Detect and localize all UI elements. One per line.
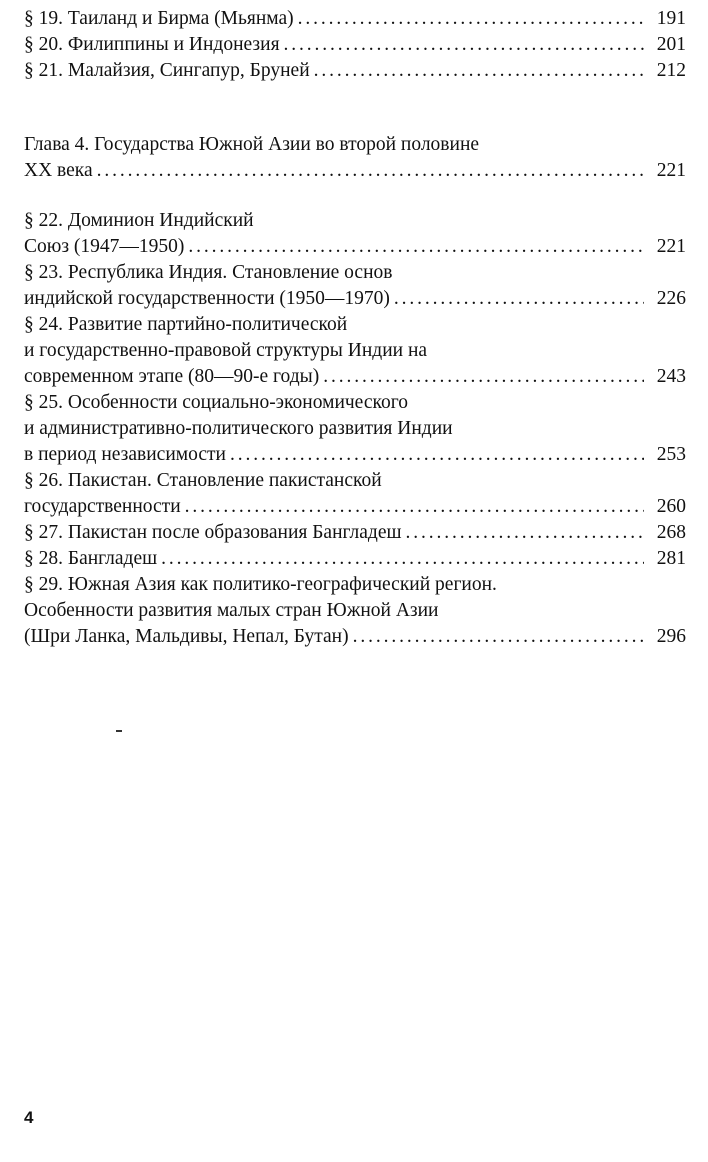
- toc-page-number: 221: [656, 160, 686, 181]
- toc-page-number: 226: [656, 288, 686, 309]
- stray-dash-mark: [116, 730, 122, 732]
- toc-entry[interactable]: [24, 132, 686, 184]
- toc-entry-title-line: и административно-политического развития Индии: [24, 418, 453, 439]
- toc-page-number: 281: [656, 548, 686, 569]
- toc-entry-title-line: в период независимости: [24, 444, 226, 465]
- toc-entry[interactable]: [24, 546, 686, 572]
- dot-leader: [314, 58, 644, 84]
- toc-entry[interactable]: [24, 390, 686, 468]
- toc-entry-title-line: и государственно-правовой структуры Индии на: [24, 340, 428, 361]
- toc-entry-title-line: § 21. Малайзия, Сингапур, Бруней: [24, 60, 310, 81]
- dot-leader: [97, 158, 644, 184]
- toc-entry-title-line: § 23. Республика Индия. Становление основ: [24, 262, 393, 283]
- toc-entry-title-line: § 19. Таиланд и Бирма (Мьянма): [24, 8, 294, 29]
- toc-page-number: 191: [656, 8, 686, 29]
- toc-page-number: 212: [656, 60, 686, 81]
- toc-entry[interactable]: [24, 208, 686, 260]
- toc-page-number: 201: [656, 34, 686, 55]
- toc-entry-title-line: государственности: [24, 496, 181, 517]
- toc-entry-title-line: § 20. Филиппины и Индонезия: [24, 34, 280, 55]
- toc-entry[interactable]: [24, 520, 686, 546]
- toc-entry-title-line: (Шри Ланка, Мальдивы, Непал, Бутан): [24, 626, 349, 647]
- toc-entry-title-line: Особенности развития малых стран Южной Азии: [24, 600, 439, 621]
- toc-entry[interactable]: [24, 468, 686, 520]
- toc-page-number: 253: [656, 444, 686, 465]
- dot-leader: [353, 624, 644, 650]
- toc-section-continued: [24, 6, 686, 84]
- dot-leader: [188, 234, 644, 260]
- toc-entry-title-line: § 29. Южная Азия как политико-географический регион.: [24, 574, 497, 595]
- toc-chapter-4: [24, 132, 686, 184]
- dot-leader: [298, 6, 644, 32]
- dot-leader: [185, 494, 644, 520]
- toc-entry-title-line: индийской государственности (1950—1970): [24, 288, 390, 309]
- dot-leader: [284, 32, 644, 58]
- dot-leader: [230, 442, 644, 468]
- toc-page-number: 221: [656, 236, 686, 257]
- toc-entry[interactable]: [24, 32, 686, 58]
- toc-page-number: 243: [656, 366, 686, 387]
- toc-entry-title-line: § 27. Пакистан после образования Бангладеш: [24, 522, 402, 543]
- toc-page-number: 260: [656, 496, 686, 517]
- dot-leader: [394, 286, 644, 312]
- toc-entry[interactable]: [24, 58, 686, 84]
- toc-entry-title-line: § 28. Бангладеш: [24, 548, 158, 569]
- toc-entry-title-line: § 25. Особенности социально-экономического: [24, 392, 408, 413]
- toc-page-number: 268: [656, 522, 686, 543]
- toc-page-number: 296: [656, 626, 686, 647]
- toc-entry[interactable]: [24, 312, 686, 390]
- toc-entry-title-line: § 26. Пакистан. Становление пакистанской: [24, 470, 382, 491]
- dot-leader: [406, 520, 645, 546]
- dot-leader: [161, 546, 644, 572]
- toc-section-chapter-4-paragraphs: [24, 208, 686, 650]
- toc-entry[interactable]: [24, 260, 686, 312]
- toc-entry-title-line: современном этапе (80—90-е годы): [24, 366, 320, 387]
- page-number: 4: [24, 1108, 34, 1127]
- toc-entry-title-line: § 22. Доминион Индийский: [24, 210, 254, 231]
- toc-entry-title-line: § 24. Развитие партийно-политической: [24, 314, 348, 335]
- dot-leader: [323, 364, 644, 390]
- toc-entry-title-line: Союз (1947—1950): [24, 236, 185, 257]
- toc-entry-title-line: Глава 4. Государства Южной Азии во второй половине: [24, 134, 480, 155]
- toc-entry[interactable]: [24, 572, 686, 650]
- toc-entry[interactable]: [24, 6, 686, 32]
- toc-entry-title-line: XX века: [24, 160, 93, 181]
